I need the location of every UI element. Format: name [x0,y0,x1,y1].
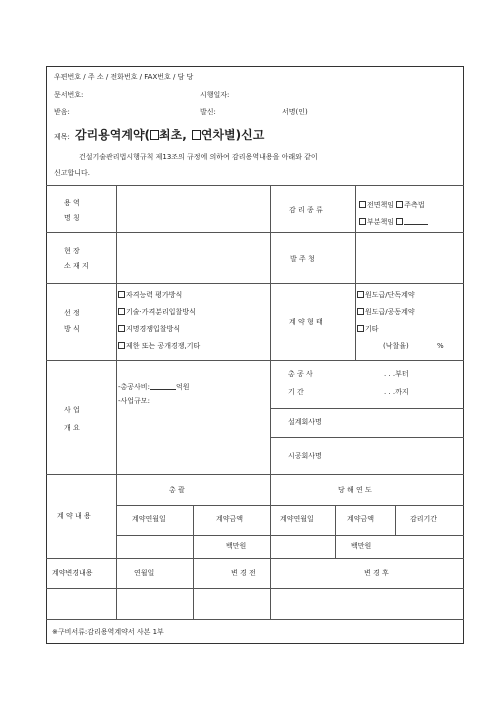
change-after-col: 변 경 후 [364,569,389,577]
contract-label: 계 약 내 용 [57,512,91,520]
supervision-opt-row1 [359,201,425,210]
checkbox-first-icon[interactable] [150,130,159,140]
col-rule [270,474,271,619]
total-cost-line [118,381,189,392]
year-amount-col: 계약금액 [347,515,375,523]
total-cost-field[interactable] [150,381,176,390]
selection-label1: 선 정 [64,309,80,317]
subject-opt-first: 최초, [159,128,187,142]
change-label: 계약변경내용 [52,569,93,577]
supervision-opt1: 전면책임 [367,201,395,209]
period-label1: 총 공 사 [288,370,313,378]
contract-form-option: 원도급/단독계약 [357,291,415,300]
checkbox-icon[interactable] [357,308,364,315]
footer-note: ※구비서류:감리용역계약서 사본 1부 [52,628,164,636]
row-rule [46,619,464,620]
checkbox-icon[interactable] [396,201,403,208]
overview-label1: 사 업 [64,406,80,414]
percent-sign: % [437,342,444,350]
year-amount-unit: 백만원 [351,542,372,550]
contract-total-header: 총 괄 [169,486,185,494]
year-period-col: 감리기간 [410,515,438,523]
recipient-label: 받음: [54,108,70,116]
period-label2: 기 간 [288,388,304,396]
checkbox-icon[interactable] [357,325,364,332]
row-rule [116,535,464,536]
subject-opt-yearly: 연차별)신고 [200,128,265,142]
row-rule [46,283,464,284]
contract-form-option: 원도급/공동계약 [357,308,415,317]
row-rule [46,474,464,475]
selection-option: 제한 또는 공개경쟁,기타 [118,342,200,351]
checkbox-icon[interactable] [396,218,403,225]
row-rule [270,408,464,409]
exec-date-label: 시행일자: [200,91,230,99]
col-rule [193,558,194,619]
client-label: 발 주 청 [290,255,315,263]
table-top-rule [46,185,464,186]
site-label2: 소 재 지 [64,262,89,270]
change-before-col: 변 경 전 [231,569,256,577]
sender-label: 발신: [200,108,216,116]
selection-option: 기술·가격분리입찰방식 [118,308,196,317]
doc-number-label: 문서번호: [54,91,84,99]
contract-year-header: 당 해 연 도 [338,486,372,494]
total-cost-label: -총공사비: [118,383,150,391]
row-rule [270,437,464,438]
checkbox-icon[interactable] [359,218,366,225]
header-contact-line: 우편번호 / 주 소 / 전화번호 / FAX번호 / 담 당 [54,73,194,81]
row-rule [116,505,464,506]
contract-date-col: 계약연월일 [132,515,166,523]
col-rule [395,505,396,535]
col-rule [270,185,271,474]
checkbox-yearly-icon[interactable] [192,130,201,140]
col-rule [116,185,117,619]
service-name-label1: 용 역 [64,199,80,207]
designer-label: 설계회사명 [288,418,322,426]
bid-rate-label: (낙찰율) [383,342,409,350]
total-cost-unit: 억원 [175,383,190,391]
supervision-type-label: 감 리 종 류 [289,206,323,214]
intro-line1: 건설기술관리법시행규칙 제13조의 규정에 의하여 감리용역내용을 아래와 같이 [79,153,318,161]
other-blank[interactable] [404,216,428,225]
signature-label: 서명(인) [282,108,308,116]
checkbox-icon[interactable] [118,308,125,315]
subject-line [54,124,264,143]
checkbox-icon[interactable] [118,325,125,332]
col-rule [355,185,356,360]
builder-label: 시공회사명 [288,452,322,460]
period-from: . . .부터 [384,370,409,378]
selection-option: 자격능력 평가방식 [118,291,182,300]
subject-main: 감리용역계약( [74,128,151,142]
subject-label: 제목: [54,133,70,141]
selection-option: 지명경쟁입찰방식 [118,325,180,334]
supervision-opt3: 부분책임 [367,218,395,226]
row-rule [46,232,464,233]
supervision-opt2: 주측법 [404,201,425,209]
year-date-col: 계약연월일 [280,515,314,523]
checkbox-icon[interactable] [118,342,125,349]
change-date-col: 연월일 [134,569,155,577]
col-rule [335,505,336,558]
row-rule [46,588,464,589]
row-rule [46,558,464,559]
row-rule [46,360,464,361]
site-label1: 현 장 [64,247,80,255]
overview-label2: 개 요 [64,424,80,432]
supervision-opt-row2 [359,216,428,227]
project-scale-label: -사업규모: [118,397,150,405]
total-amount-unit: 백만원 [226,542,247,550]
service-name-label2: 명 칭 [64,214,80,222]
selection-label2: 방 식 [64,325,80,333]
period-to: . . .까지 [384,388,409,396]
checkbox-icon[interactable] [118,291,125,298]
checkbox-icon[interactable] [357,291,364,298]
contract-form-label: 계 약 형 태 [289,318,323,326]
contract-form-option: 기타 [357,325,379,334]
contract-amount-col: 계약금액 [216,515,244,523]
checkbox-icon[interactable] [359,201,366,208]
col-rule [193,505,194,558]
intro-line2: 신고합니다. [54,169,91,177]
